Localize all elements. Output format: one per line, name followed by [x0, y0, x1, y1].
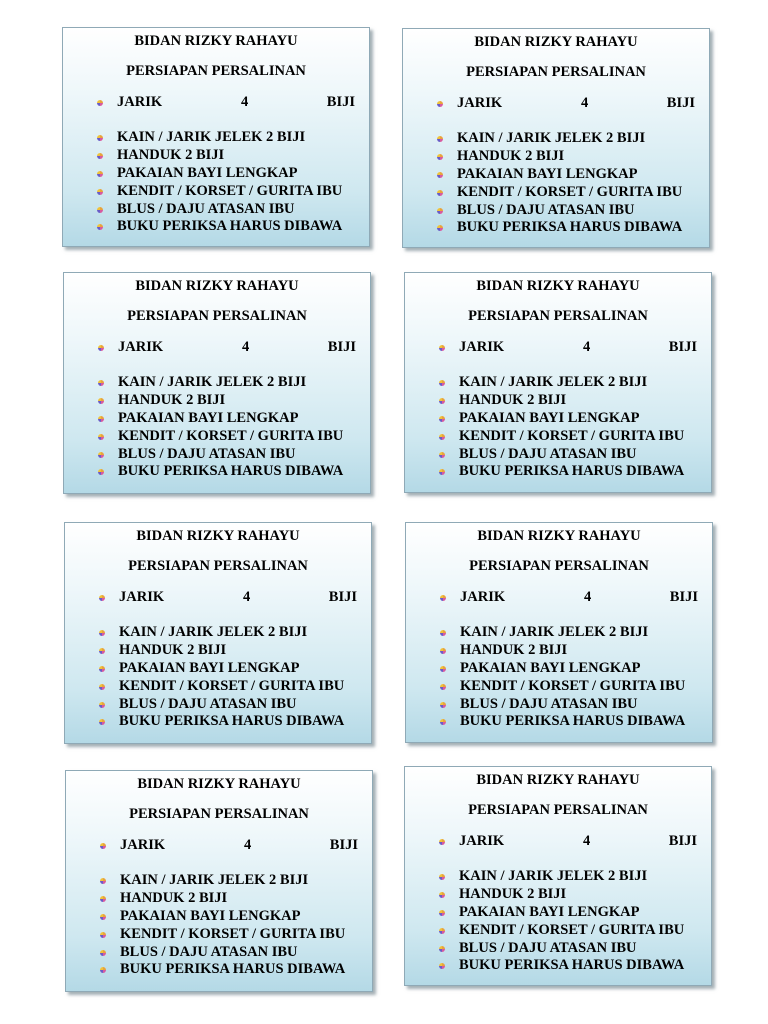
- item-unit: BIJI: [668, 833, 697, 849]
- bullet-icon: [97, 153, 103, 159]
- bullet-icon: [439, 910, 445, 916]
- card-title: BIDAN RIZKY RAHAYU: [134, 33, 298, 49]
- list-item: [405, 446, 711, 464]
- bullet-icon: [98, 416, 104, 422]
- item-text: KAIN / JARIK JELEK 2 BIJI: [459, 374, 648, 390]
- bullet-icon: [439, 469, 445, 475]
- list-item: [66, 872, 372, 890]
- card-subtitle: PERSIAPAN PERSALINAN: [466, 64, 646, 80]
- list-item: [403, 130, 709, 148]
- item-text: KAIN / JARIK JELEK 2 BIJI: [119, 624, 308, 640]
- item-text: BLUS / DAJU ATASAN IBU: [457, 202, 635, 218]
- list-item: [403, 148, 709, 166]
- card: [63, 272, 371, 494]
- item-text: KENDIT / KORSET / GURITA IBU: [459, 922, 685, 938]
- item-label: JARIK: [119, 589, 165, 605]
- item-text: PAKAIAN BAYI LENGKAP: [459, 410, 640, 426]
- list-item: [65, 642, 371, 660]
- card-title: BIDAN RIZKY RAHAYU: [476, 772, 640, 788]
- list-item: [65, 696, 371, 714]
- bullet-icon: [439, 345, 445, 351]
- list-item: [64, 410, 370, 428]
- list-item: [403, 219, 709, 237]
- item-label: JARIK: [117, 94, 163, 110]
- item-label: JARIK: [120, 837, 166, 853]
- bullet-icon: [97, 100, 103, 106]
- bullet-icon: [97, 224, 103, 230]
- card-title: BIDAN RIZKY RAHAYU: [476, 278, 640, 294]
- item-unit: BIJI: [668, 339, 697, 355]
- item-text: HANDUK 2 BIJI: [117, 147, 225, 163]
- card-title: BIDAN RIZKY RAHAYU: [136, 528, 300, 544]
- bullet-icon: [100, 896, 106, 902]
- item-unit: BIJI: [669, 589, 698, 605]
- item-text: PAKAIAN BAYI LENGKAP: [117, 165, 298, 181]
- card: [62, 27, 370, 247]
- item-text: KENDIT / KORSET / GURITA IBU: [118, 428, 344, 444]
- list-item: [406, 642, 712, 660]
- first-item-row: [63, 94, 369, 112]
- item-text: BLUS / DAJU ATASAN IBU: [460, 696, 638, 712]
- list-item: [405, 922, 711, 940]
- bullet-icon: [100, 932, 106, 938]
- bullet-icon: [99, 666, 105, 672]
- card-subtitle: PERSIAPAN PERSALINAN: [129, 806, 309, 822]
- list-item: [406, 660, 712, 678]
- item-qty: 4: [243, 589, 251, 605]
- bullet-icon: [440, 595, 446, 601]
- item-label: JARIK: [457, 95, 503, 111]
- list-item: [405, 392, 711, 410]
- bullet-icon: [97, 207, 103, 213]
- list-item: [66, 890, 372, 908]
- first-item-row: [65, 589, 371, 607]
- bullet-icon: [437, 136, 443, 142]
- list-item: [403, 166, 709, 184]
- list-item: [405, 886, 711, 904]
- bullet-icon: [439, 946, 445, 952]
- first-item-row: [64, 339, 370, 357]
- list-item: [64, 392, 370, 410]
- bullet-icon: [439, 874, 445, 880]
- list-item: [65, 678, 371, 696]
- card-title: BIDAN RIZKY RAHAYU: [474, 34, 638, 50]
- list-item: [405, 868, 711, 886]
- list-item: [405, 940, 711, 958]
- bullet-icon: [437, 172, 443, 178]
- list-item: [406, 624, 712, 642]
- bullet-icon: [440, 666, 446, 672]
- item-text: KAIN / JARIK JELEK 2 BIJI: [457, 130, 646, 146]
- list-item: [405, 374, 711, 392]
- card-title: BIDAN RIZKY RAHAYU: [477, 528, 641, 544]
- item-label: JARIK: [118, 339, 164, 355]
- list-item: [66, 908, 372, 926]
- bullet-icon: [100, 843, 106, 849]
- card: [405, 522, 713, 743]
- item-text: KAIN / JARIK JELEK 2 BIJI: [459, 868, 648, 884]
- item-text: HANDUK 2 BIJI: [459, 886, 567, 902]
- bullet-icon: [100, 967, 106, 973]
- bullet-icon: [437, 208, 443, 214]
- list-item: [63, 147, 369, 165]
- item-label: JARIK: [459, 339, 505, 355]
- item-text: KENDIT / KORSET / GURITA IBU: [459, 428, 685, 444]
- item-text: KENDIT / KORSET / GURITA IBU: [117, 183, 343, 199]
- bullet-icon: [100, 914, 106, 920]
- bullet-icon: [98, 434, 104, 440]
- list-item: [63, 183, 369, 201]
- bullet-icon: [439, 416, 445, 422]
- bullet-icon: [99, 648, 105, 654]
- list-item: [63, 218, 369, 236]
- item-unit: BIJI: [328, 589, 357, 605]
- card: [65, 770, 373, 992]
- item-text: HANDUK 2 BIJI: [457, 148, 565, 164]
- card: [64, 522, 372, 744]
- item-qty: 4: [584, 589, 592, 605]
- item-text: BUKU PERIKSA HARUS DIBAWA: [118, 463, 344, 479]
- item-unit: BIJI: [327, 339, 356, 355]
- bullet-icon: [100, 950, 106, 956]
- item-text: KAIN / JARIK JELEK 2 BIJI: [120, 872, 309, 888]
- item-text: HANDUK 2 BIJI: [459, 392, 567, 408]
- bullet-icon: [99, 719, 105, 725]
- bullet-icon: [437, 154, 443, 160]
- item-text: KENDIT / KORSET / GURITA IBU: [120, 926, 346, 942]
- bullet-icon: [440, 630, 446, 636]
- bullet-icon: [439, 452, 445, 458]
- bullet-icon: [99, 630, 105, 636]
- item-text: BUKU PERIKSA HARUS DIBAWA: [120, 961, 346, 977]
- card: [402, 28, 710, 248]
- list-item: [405, 957, 711, 975]
- item-text: PAKAIAN BAYI LENGKAP: [120, 908, 301, 924]
- item-text: BLUS / DAJU ATASAN IBU: [120, 944, 298, 960]
- item-text: KAIN / JARIK JELEK 2 BIJI: [117, 129, 306, 145]
- list-item: [66, 944, 372, 962]
- bullet-icon: [437, 190, 443, 196]
- bullet-icon: [99, 595, 105, 601]
- list-item: [405, 904, 711, 922]
- list-item: [405, 463, 711, 481]
- item-text: BLUS / DAJU ATASAN IBU: [119, 696, 297, 712]
- item-text: BUKU PERIKSA HARUS DIBAWA: [457, 219, 683, 235]
- list-item: [405, 428, 711, 446]
- list-item: [66, 926, 372, 944]
- card-subtitle: PERSIAPAN PERSALINAN: [468, 802, 648, 818]
- card-subtitle: PERSIAPAN PERSALINAN: [128, 558, 308, 574]
- list-item: [63, 201, 369, 219]
- item-qty: 4: [581, 95, 589, 111]
- item-text: BLUS / DAJU ATASAN IBU: [459, 446, 637, 462]
- bullet-icon: [97, 171, 103, 177]
- bullet-icon: [98, 345, 104, 351]
- item-text: BUKU PERIKSA HARUS DIBAWA: [119, 713, 345, 729]
- item-unit: BIJI: [666, 95, 695, 111]
- bullet-icon: [439, 892, 445, 898]
- bullet-icon: [440, 684, 446, 690]
- item-text: HANDUK 2 BIJI: [118, 392, 226, 408]
- item-qty: 4: [241, 94, 249, 110]
- item-text: PAKAIAN BAYI LENGKAP: [457, 166, 638, 182]
- bullet-icon: [439, 963, 445, 969]
- bullet-icon: [440, 719, 446, 725]
- bullet-icon: [440, 702, 446, 708]
- list-item: [64, 463, 370, 481]
- list-item: [403, 184, 709, 202]
- item-text: BUKU PERIKSA HARUS DIBAWA: [117, 218, 343, 234]
- bullet-icon: [99, 702, 105, 708]
- bullet-icon: [439, 398, 445, 404]
- item-text: PAKAIAN BAYI LENGKAP: [119, 660, 300, 676]
- bullet-icon: [100, 878, 106, 884]
- card-title: BIDAN RIZKY RAHAYU: [137, 776, 301, 792]
- item-qty: 4: [244, 837, 252, 853]
- item-text: KAIN / JARIK JELEK 2 BIJI: [118, 374, 307, 390]
- first-item-row: [405, 833, 711, 851]
- item-text: BUKU PERIKSA HARUS DIBAWA: [460, 713, 686, 729]
- item-text: PAKAIAN BAYI LENGKAP: [459, 904, 640, 920]
- card-subtitle: PERSIAPAN PERSALINAN: [126, 63, 306, 79]
- card-subtitle: PERSIAPAN PERSALINAN: [127, 308, 307, 324]
- item-unit: BIJI: [326, 94, 355, 110]
- item-text: KENDIT / KORSET / GURITA IBU: [119, 678, 345, 694]
- card-subtitle: PERSIAPAN PERSALINAN: [468, 308, 648, 324]
- item-qty: 4: [583, 833, 591, 849]
- list-item: [64, 446, 370, 464]
- bullet-icon: [439, 380, 445, 386]
- item-text: HANDUK 2 BIJI: [460, 642, 568, 658]
- list-item: [405, 410, 711, 428]
- item-text: BLUS / DAJU ATASAN IBU: [117, 201, 295, 217]
- first-item-row: [403, 95, 709, 113]
- item-text: BUKU PERIKSA HARUS DIBAWA: [459, 463, 685, 479]
- item-text: KENDIT / KORSET / GURITA IBU: [460, 678, 686, 694]
- item-text: BUKU PERIKSA HARUS DIBAWA: [459, 957, 685, 973]
- list-item: [63, 129, 369, 147]
- list-item: [406, 713, 712, 731]
- bullet-icon: [97, 189, 103, 195]
- list-item: [403, 202, 709, 220]
- list-item: [65, 660, 371, 678]
- bullet-icon: [98, 469, 104, 475]
- list-item: [65, 624, 371, 642]
- first-item-row: [406, 589, 712, 607]
- item-text: PAKAIAN BAYI LENGKAP: [460, 660, 641, 676]
- bullet-icon: [439, 928, 445, 934]
- list-item: [406, 678, 712, 696]
- list-item: [63, 165, 369, 183]
- bullet-icon: [98, 380, 104, 386]
- item-unit: BIJI: [329, 837, 358, 853]
- card: [404, 272, 712, 493]
- card-title: BIDAN RIZKY RAHAYU: [135, 278, 299, 294]
- item-text: BLUS / DAJU ATASAN IBU: [118, 446, 296, 462]
- bullet-icon: [98, 398, 104, 404]
- item-text: BLUS / DAJU ATASAN IBU: [459, 940, 637, 956]
- list-item: [64, 374, 370, 392]
- item-qty: 4: [242, 339, 250, 355]
- item-text: PAKAIAN BAYI LENGKAP: [118, 410, 299, 426]
- item-label: JARIK: [459, 833, 505, 849]
- bullet-icon: [440, 648, 446, 654]
- list-item: [64, 428, 370, 446]
- item-text: KAIN / JARIK JELEK 2 BIJI: [460, 624, 649, 640]
- card: [404, 766, 712, 986]
- list-item: [406, 696, 712, 714]
- item-text: HANDUK 2 BIJI: [120, 890, 228, 906]
- bullet-icon: [99, 684, 105, 690]
- list-item: [66, 961, 372, 979]
- first-item-row: [405, 339, 711, 357]
- bullet-icon: [439, 839, 445, 845]
- card-subtitle: PERSIAPAN PERSALINAN: [469, 558, 649, 574]
- item-text: HANDUK 2 BIJI: [119, 642, 227, 658]
- bullet-icon: [439, 434, 445, 440]
- bullet-icon: [98, 452, 104, 458]
- bullet-icon: [437, 225, 443, 231]
- bullet-icon: [437, 101, 443, 107]
- item-qty: 4: [583, 339, 591, 355]
- item-text: KENDIT / KORSET / GURITA IBU: [457, 184, 683, 200]
- first-item-row: [66, 837, 372, 855]
- list-item: [65, 713, 371, 731]
- item-label: JARIK: [460, 589, 506, 605]
- bullet-icon: [97, 135, 103, 141]
